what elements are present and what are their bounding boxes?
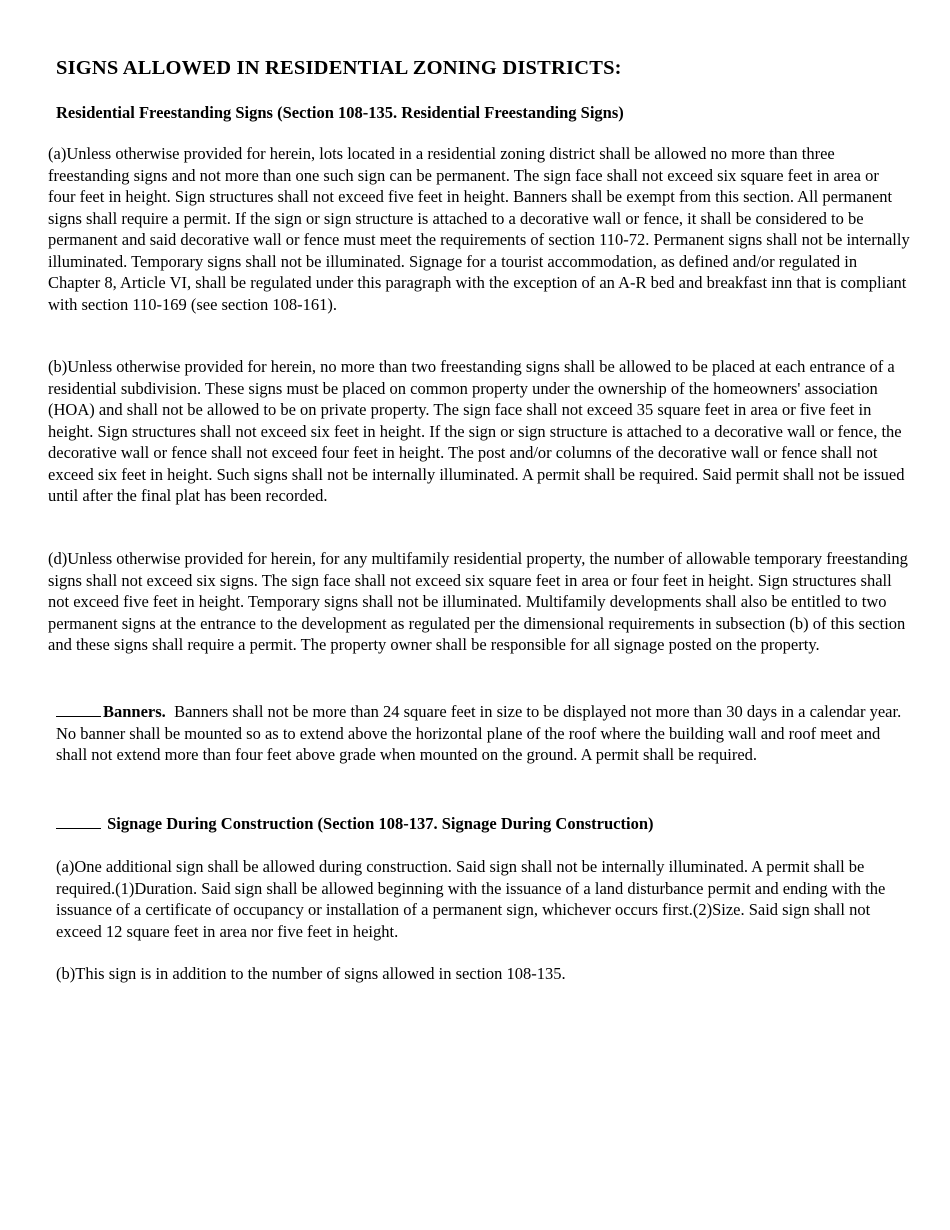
paragraph-a: (a)Unless otherwise provided for herein, lots located in a residential zoning district shall be allowed no more than three freestanding signs and not more than one such sign can be permanent. The sign face shall not exceed six square feet in area or four feet in height. Sign structures shall not exceed five feet in height. Banners shall be exempt from this section. All permanent signs shall require a permit. If the sign or sign structure is attached to a decorative wall or fence, it shall be considered to be permanent and said decorative wall or fence must meet the requirements of section 110-72. Permanent signs shall not be internally illuminated. Temporary signs shall not be illuminated. Signage for a tourist accommodation, as defined and/or regulated in Chapter 8, Article VI, shall be regulated under this paragraph with the exception of an A-R bed and breakfast inn that is compliant with section 110-169 (see section 108-161). [48, 144, 910, 314]
page-title: SIGNS ALLOWED IN RESIDENTIAL ZONING DISTRICTS: [56, 57, 622, 79]
section-heading-freestanding: Residential Freestanding Signs (Section 108-135. Residential Freestanding Signs) [56, 103, 624, 122]
paragraph-b: (b)Unless otherwise provided for herein, no more than two freestanding signs shall be allowed to be placed at each entrance of a residential subdivision. These signs must be placed on common property under the ownership of the homeowners' association (HOA) and shall not be allowed to be on private property. The sign face shall not exceed 35 square feet in area or five feet in height. Sign structures shall not exceed six feet in height. If the sign or sign structure is attached to a decorative wall or fence, the decorative wall or fence shall not exceed four feet in height. The post and/or columns of the decorative wall or fence shall not exceed six feet in height. Such signs shall not be internally illuminated. A permit shall be required. Said permit shall not be issued until after the final plat has been recorded. [48, 357, 905, 505]
construction-heading: Signage During Construction (Section 108-137. Signage During Construction) [107, 814, 654, 833]
blank-line [56, 702, 101, 717]
paragraph-d: (d)Unless otherwise provided for herein, for any multifamily residential property, the number of allowable temporary freestanding signs shall not exceed six signs. The sign face shall not exceed six square feet in area or four feet in height. Sign structures shall not exceed five feet in height. Temporary signs shall not be illuminated. Multifamily developments shall also be entitled to two permanent signs at the entrance to the development as regulated per the dimensional requirements in subsection (b) of this section and these signs shall require a permit. The property owner shall be responsible for all signage posted on the property. [48, 549, 908, 654]
construction-heading-line [56, 813, 914, 835]
banners-paragraph [56, 701, 914, 766]
construction-paragraph-b: (b)This sign is in addition to the number of signs allowed in section 108-135. [56, 964, 566, 983]
banners-label: Banners. [103, 702, 166, 721]
construction-paragraph-a: (a)One additional sign shall be allowed during construction. Said sign shall not be internally illuminated. A permit shall be required.(1)Duration. Said sign shall be allowed beginning with the issuance of a land disturbance permit and ending with the issuance of a certificate of occupancy or installation of a permanent sign, whichever occurs first.(2)Size. Said sign shall not exceed 12 square feet in area nor five feet in height. [56, 857, 886, 941]
blank-line [56, 814, 101, 829]
banners-text: Banners shall not be more than 24 square feet in size to be displayed not more than 30 days in a calendar year. No banner shall be mounted so as to extend above the horizontal plane of the roof where the building wall and roof meet and shall not extend more than four feet above grade when mounted on the ground. A permit shall be required. [56, 702, 902, 764]
